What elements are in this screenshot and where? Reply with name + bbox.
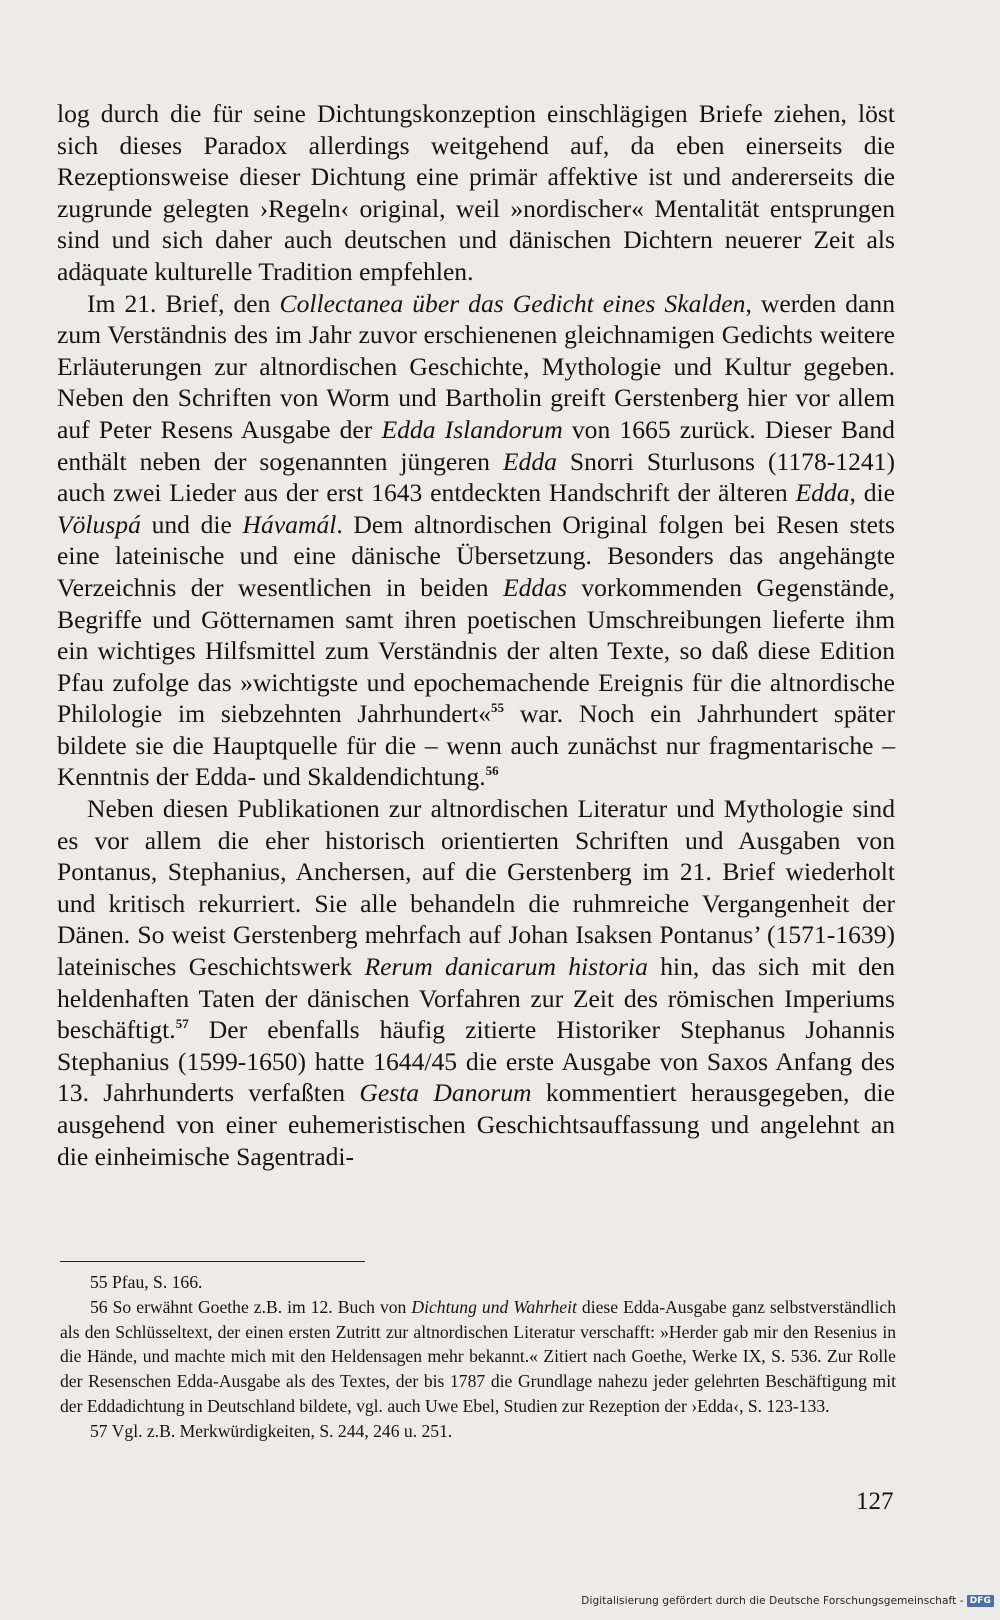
text-run: Neben diesen Publikationen zur altnordischen Literatur und Mythologie sind es vor allem die eher historisch orientierten Schriften und Ausgaben von Pontanus, Stephanius, Anchersen, auf die Gerstenberg im 21. Brief wiederholt und kritisch rekurriert. Sie alle behandeln die ruhmreiche Vergangenheit der Dänen. So weist Gerstenberg mehrfach auf Johan Isaksen Pontanus’ (1571-1639) lateinisches Geschichtswerk [57,794,895,982]
text-run: Pfau, S. 166. [112,1272,203,1292]
text-run: Im 21. Brief, den [87,288,280,318]
footnote-reference: 56 [485,763,499,779]
italic-title: Edda [795,478,850,508]
footnote-number: 57 [90,1420,112,1441]
text-run: und die [140,509,243,539]
italic-title: Collectanea über das Gedicht eines Skalden [279,288,746,318]
footnote-57 [60,1419,896,1444]
italic-title: Eddas [502,572,567,602]
paragraph-1 [57,98,895,288]
italic-title: Gesta Danorum [359,1078,532,1108]
text-run: hin, das sich mit den heldenhaften Taten der dänischen Vorfahren zur Zeit des römischen Imperiums beschäftigt. [57,952,895,1045]
text-run: , die [849,478,895,508]
digitization-credit [581,1595,994,1607]
italic-title: Völuspá [57,509,141,539]
text-run: von 1665 zurück. Dieser Band enthält neben der sogenannten jüngeren [57,414,895,476]
footnote-reference: 55 [491,700,505,716]
italic-title: Dichtung und Wahrheit [411,1296,577,1317]
main-text [57,98,895,1172]
text-run: vorkommenden Gegenstände, Begriffe und Götternamen samt ihren poetischen Umschreibungen lieferte ihm ein wichtiges Hilfsmittel zum Verständnis der alten Texte, so daß diese Edition Pfau zufolge das »wichtigste und epochemachende Ereignis für die altnordische Philologie im siebzehnten Jahrhundert« [57,572,895,729]
italic-title: Rerum danicarum historia [364,952,648,982]
text-run: log durch die für seine Dichtungskonzeption einschlägigen Briefe ziehen, löst sich dieses Paradox allerdings weitgehend auf, da eben einerseits die Rezeptionsweise dieser Dichtung eine primär affektive ist und andererseits die zugrunde gelegten ›Regeln‹ original, weil »nordischer« Mentalität entsprungen sind und sich daher auch deutschen und dänischen Dichtern neuerer Zeit als adäquate kulturelle Tradition empfehlen. [57,99,895,286]
italic-title: Edda Islandorum [381,414,563,444]
footnote-number: 55 [90,1272,112,1292]
credit-text: Digitalisierung gefördert durch die Deutsche Forschungsgemeinschaft - [581,1595,964,1607]
text-run: Snorri Sturlusons (1178-1241) auch zwei Lieder aus der erst 1643 entdeckten Handschrift der älteren [57,446,895,508]
text-run: Vgl. z.B. Merkwürdigkeiten, S. 244, 246 u. 251. [111,1420,453,1441]
italic-title: Hávamál [242,509,337,539]
footnote-separator [60,1261,365,1262]
text-run: war. Noch ein Jahrhundert später bildete sie die Hauptquelle für die – wenn auch zunächst nur fragmentarische – Kenntnis der Edda- und Skaldendichtung. [57,699,895,792]
footnote-56 [60,1295,896,1419]
text-run: So erwähnt Goethe z.B. im 12. Buch von [112,1296,412,1317]
dfg-logo: DFG [967,1595,994,1607]
paragraph-3 [57,793,895,1172]
italic-title: Edda [502,446,557,476]
text-run: Der ebenfalls häufig zitierte Historiker Stephanus Johannis Stephanius (1599-1650) hatte 1644/45 die erste Ausgabe von Saxos Anfang des 13. Jahrhunderts verfaßten [57,1015,895,1108]
footnote-number: 56 [90,1296,113,1317]
footnote-reference: 57 [175,1016,189,1032]
text-run: . Dem altnordischen Original folgen bei Resen stets eine lateinische und eine dänische Übersetzung. Besonders das angehängte Verzeichnis der wesentlichen in beiden [57,509,895,602]
paragraph-2 [57,288,895,794]
text-run: kommentiert herausgegeben, die ausgehend von einer euhemeristischen Geschichtsauffassung und angelehnt an die einheimische Sagentradi- [57,1078,895,1171]
text-run: , werden dann zum Verständnis des im Jahr zuvor erschienenen gleichnamigen Gedichts weitere Erläuterungen zur altnordischen Geschichte, Mythologie und Kultur gegeben. Neben den Schriften von Worm und Bartholin greift Gerstenberg hier vor allem auf Peter Resens Ausgabe der [57,288,895,444]
footnote-55 [60,1270,896,1295]
footnotes [60,1270,896,1444]
text-run: diese Edda-Ausgabe ganz selbstverständlich als den Schlüsseltext, der einen ersten Zutritt zur altnordischen Literatur verschafft: »Herder gab mir den Resenius in die Hände, und machte mich mit den Heldensagen mehr bekannt.« Zitiert nach Goethe, Werke IX, S. 536. Zur Rolle der Resenschen Edda-Ausgabe als des Textes, der bis 1787 die Grundlage nahezu jeder gelehrten Beschäftigung mit der Eddadichtung in Deutschland bildete, vgl. auch Uwe Ebel, Studien zur Rezeption der ›Edda‹, S. 123-133. [60,1296,896,1416]
page-number: 127 [856,1488,894,1515]
